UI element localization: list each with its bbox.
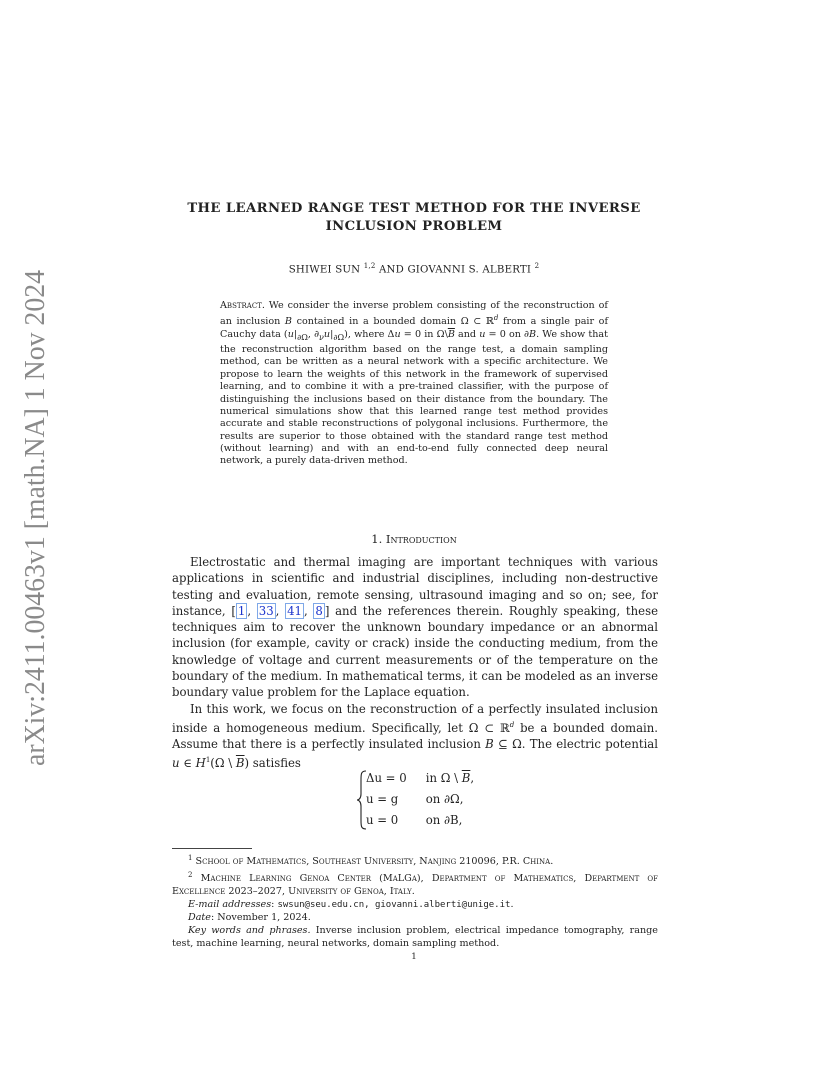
boundary-value-equation [356,770,516,832]
abstract-text-1: We consider the inverse problem consisting of the reconstruction of an inclusion [220,300,608,328]
equation-row-2 [366,792,463,808]
email-label: E-mail addresses [188,899,272,911]
equation-lhs: u = g [366,792,399,806]
page-number: 1 [411,952,417,962]
date-line: Date: November 1, 2024. [188,912,311,923]
equation-lhs: Δu = 0 [366,771,407,785]
arxiv-identifier: arXiv:2411.00463v1 [math.NA] 1 Nov 2024 [19,268,51,766]
abstract-label: Abstract. [220,300,265,311]
paragraph-2: In this work, we focus on the reconstruction of a perfectly insulated inclusion inside a homogeneous medium. Specifically, let Ω ⊂ ℝ$^d$ be a bounded domain. Assume that there is a perfectly insulated inclusion B ⊆ Ω. The electric potential u ∈ $H^1(\Omega$ \ $\overline{B}$) satisfies [172,701,659,771]
keywords-line [172,925,658,951]
footnote-2-text: Machine Learning Genoa Center (MaLGa), Department of Mathematics, Department of Excellence 2023–2027, University of Genoa, Italy. [172,873,658,898]
citation-link[interactable]: 41 [287,603,302,618]
para1-text-a: Electrostatic and thermal imaging are important techniques with various applications in scientific and industrial disciplines, including non-destructive testing and evaluation, remote sensing, ultrasound imaging and so on; see, for instance, [172,555,658,618]
abstract-text-4: , where [347,328,385,340]
author-1: SHIWEI SUN [288,264,361,276]
footnote-1 [172,852,658,869]
footnotes [172,852,658,951]
section-name: Introduction [385,532,457,546]
citation-link[interactable]: 8 [315,603,323,618]
abstract: Abstract. We consider the inverse problem consisting of the reconstruction of an inclusion B contained in a bounded domain Ω ⊂ ℝ$^d$ from a single pair of Cauchy data ($u|_{\partial\Omega}$, $\partial_\nu u|_{\partial\Omega}$), where Δu = 0 in $\Omega\backslash\overline{B}$ and u = 0 on ∂B. We show that the reconstruction algorithm based on the range test, a domain sampling method, can be written as a neural network with a specific architecture. We propose to learn the weights of this network in the framework of supervised learning, and to combine it with a pre-trained classifier, with the purpose of distinguishing the inclusions based on their distance from the boundary. The numerical simulations show that this learned range test method provides accurate and stable reconstructions of polygonal inclusions. Furthermore, the results are superior to those obtained with the standard range test method (without learning) and with an end-to-end fully connected deep neural network, a purely data-driven method. [220,300,609,467]
date-label: Date [188,912,211,923]
equation-rhs: on ∂Ω, [425,792,464,806]
email-addresses[interactable]: swsun@seu.edu.cn, giovanni.alberti@unige.it [277,900,511,911]
citation-link[interactable]: 1 [237,603,246,618]
email-line: E-mail addresses: swsun@seu.edu.cn, giovanni.alberti@unige.it. [188,899,514,911]
footnote-2-mark: 2 [188,871,193,880]
paper-title [172,200,656,236]
para2-text-a: In this work, we focus on the reconstruction of a perfectly insulated inclusion inside a homogeneous medium. Specifically, let [172,701,658,735]
para2-text-b: be a bounded domain. Assume that there is a perfectly insulated inclusion [172,720,659,752]
para2-text-d: satisfies [252,756,301,771]
title-line-1: THE LEARNED RANGE TEST METHOD FOR THE INVERSE [187,201,641,216]
keywords-label: Key words and phrases. [188,924,311,936]
section-number: 1. [371,532,383,546]
author-1-affiliation: 1,2 [363,262,376,270]
equation-lhs: u = 0 [366,813,399,827]
footnote-2 [172,869,658,899]
equation-rhs: in Ω \ [425,771,462,785]
footnote-1-mark: 1 [188,854,193,862]
body-text [172,554,658,772]
abstract-text-5: and [458,328,477,340]
citation-link[interactable]: 33 [258,603,274,618]
equation-rhs: on ∂B, [425,813,463,827]
date-value: November 1, 2024. [217,912,311,923]
equation-row-3 [366,813,462,829]
footnote-1-text: School of Mathematics, Southeast University, Nanjing 210096, P.R. China. [195,856,554,868]
author-conjunction: AND [378,264,404,276]
equation-row-1: Δu = 0 in Ω \ $\overline{B}$, [366,771,475,785]
abstract-text-3: from a single pair of Cauchy data [220,316,609,340]
keywords-text: Inverse inclusion problem, electrical impedance tomography, range test, machine learning, neural networks, domain sampling method. [172,924,658,949]
author-line [172,262,656,275]
footnote-divider [172,848,252,849]
title-line-2: INCLUSION PROBLEM [325,219,503,234]
abstract-text-2: contained in a bounded domain [296,316,457,328]
author-2: GIOVANNI S. ALBERTI [407,264,532,276]
abstract-text-6: . We show that the reconstruction algorithm based on the range test, a domain sampling method, can be written as a neural network with a specific architecture. We propose to learn the weights of this network in the framework of supervised learning, and to combine it with a pre-trained classifier, with the purpose of distinguishing the inclusions based on their distance from the boundary. The numerical simulations show that this learned range test method provides accurate and stable reconstructions of polygonal inclusions. Furthermore, the results are superior to those obtained with the standard range test method (without learning) and with an end-to-end fully connected deep neural network, a purely data-driven method. [220,328,608,467]
para1-text-b: and the references therein. Roughly speaking, these techniques aim to recover the unknown boundary impedance or an abnormal inclusion (for example, cavity or crack) inside the conducting medium, from the knowledge of voltage and current measurements or of the temperature on the boundary of the medium. In mathematical terms, it can be modeled as an inverse boundary value problem for the Laplace equation. [172,603,658,700]
arxiv-stamp [10,268,56,768]
paragraph-1: Electrostatic and thermal imaging are important techniques with various applications in scientific and industrial disciplines, including non-destructive testing and evaluation, remote sensing, ultrasound imaging and so on; see, for instance, [ 1 , 33 , 41 , 8 ] and the references therein. Roughly speaking, these techniques aim to recover the unknown boundary impedance or an abnormal inclusion (for example, cavity or crack) inside the conducting medium, from the knowledge of voltage and current measurements or of the temperature on the boundary of the medium. In mathematical terms, it can be modeled as an inverse boundary value problem for the Laplace equation. [172,555,658,700]
section-heading [172,532,656,546]
author-2-affiliation: 2 [534,262,540,270]
para2-text-c: . The electric potential [521,737,659,752]
